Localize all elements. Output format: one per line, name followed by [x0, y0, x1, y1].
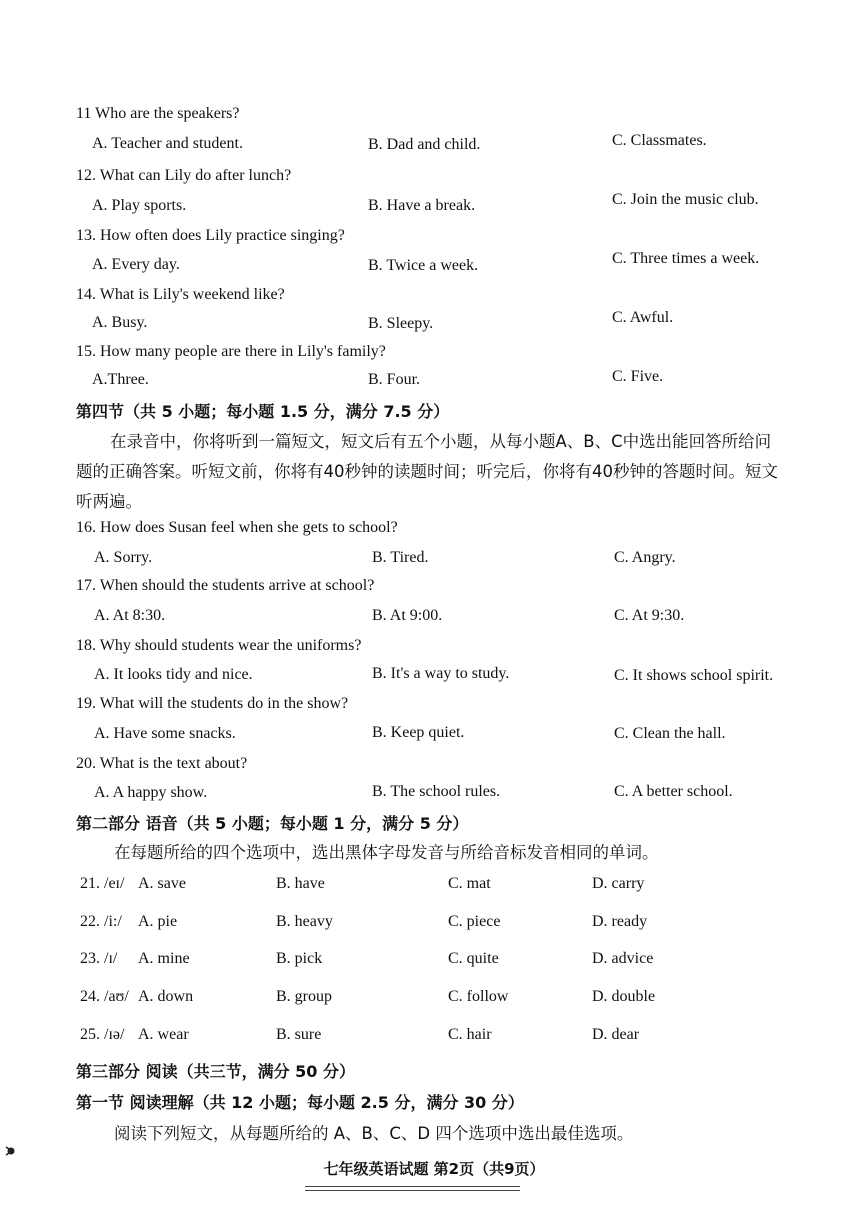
option-c: C. Awful. — [612, 309, 674, 326]
option-c: C. Five. — [612, 368, 664, 385]
option-a: A. Busy. — [92, 314, 148, 331]
option-c: C. hair — [448, 1026, 492, 1043]
option-b: B. pick — [276, 950, 323, 967]
part-heading: 第二部分 语音（共 5 小题；每小题 1 分，满分 5 分） — [76, 814, 469, 833]
option-a: A. wear — [138, 1026, 189, 1043]
instruction-line: 阅读下列短文，从每题所给的 A、B、C、D 四个选项中选出最佳选项。 — [114, 1124, 634, 1143]
question-stem: 13. How often does Lily practice singing? — [76, 227, 345, 244]
option-a: A. Sorry. — [94, 549, 153, 566]
option-b: B. Keep quiet. — [372, 724, 465, 741]
option-b: B. At 9:00. — [372, 607, 443, 624]
option-a: A. Play sports. — [92, 197, 187, 214]
footer-rule — [305, 1190, 520, 1191]
option-c: C. Join the music club. — [612, 191, 759, 208]
option-a: A. It looks tidy and nice. — [94, 666, 253, 683]
option-a: A. pie — [138, 913, 178, 930]
option-a: A. At 8:30. — [94, 607, 166, 624]
option-b: B. sure — [276, 1026, 322, 1043]
option-b: B. Have a break. — [368, 197, 476, 214]
option-d: D. ready — [592, 913, 648, 930]
option-a: A.Three. — [92, 371, 149, 388]
option-d: D. double — [592, 988, 656, 1005]
option-b: B. Twice a week. — [368, 257, 479, 274]
option-c: C. piece — [448, 913, 501, 930]
option-c: C. A better school. — [614, 783, 733, 800]
option-d: D. advice — [592, 950, 654, 967]
option-c: C. Clean the hall. — [614, 725, 726, 742]
question-stem: 16. How does Susan feel when she gets to school? — [76, 519, 398, 536]
option-a: A. mine — [138, 950, 190, 967]
option-d: D. dear — [592, 1026, 640, 1043]
instruction-line: 听两遍。 — [76, 492, 142, 511]
option-c: C. Classmates. — [612, 132, 707, 149]
option-b: B. Tired. — [372, 549, 429, 566]
option-b: B. It's a way to study. — [372, 665, 510, 682]
option-b: B. The school rules. — [372, 783, 501, 800]
instruction-line: 在录音中，你将听到一篇短文，短文后有五个小题，从每小题A、B、C中选出能回答所给问 — [110, 432, 772, 451]
option-c: C. At 9:30. — [614, 607, 685, 624]
footer-rule — [305, 1186, 520, 1187]
option-b: B. Dad and child. — [368, 136, 481, 153]
option-b: B. group — [276, 988, 332, 1005]
option-a: A. Every day. — [92, 256, 180, 273]
phonetic-number: 21. /eɪ/ — [80, 875, 125, 892]
option-c: C. Angry. — [614, 549, 676, 566]
option-b: B. heavy — [276, 913, 333, 930]
option-a: A. save — [138, 875, 186, 892]
option-a: A. Teacher and student. — [92, 135, 243, 152]
option-a: A. Have some snacks. — [94, 725, 236, 742]
question-stem: 11 Who are the speakers? — [76, 105, 240, 122]
question-stem: 15. How many people are there in Lily's family? — [76, 343, 386, 360]
instruction-line: 题的正确答案。听短文前，你将有40秒钟的读题时间；听完后，你将有40秒钟的答题时间。短文 — [76, 462, 778, 481]
option-a: A. down — [138, 988, 194, 1005]
question-stem: 19. What will the students do in the show? — [76, 695, 349, 712]
question-stem: 14. What is Lily's weekend like? — [76, 286, 285, 303]
part-heading: 第三部分 阅读（共三节，满分 50 分） — [76, 1062, 355, 1081]
question-stem: 20. What is the text about? — [76, 755, 248, 772]
option-b: B. Four. — [368, 371, 421, 388]
question-stem: 17. When should the students arrive at school? — [76, 577, 375, 594]
option-c: C. quite — [448, 950, 499, 967]
phonetic-number: 24. /aʊ/ — [80, 988, 129, 1005]
option-c: C. follow — [448, 988, 509, 1005]
option-b: B. have — [276, 875, 325, 892]
phonetic-number: 25. /ɪə/ — [80, 1026, 125, 1043]
section-heading: 第一节 阅读理解（共 12 小题；每小题 2.5 分，满分 30 分） — [76, 1093, 524, 1112]
question-stem: 18. Why should students wear the uniforms? — [76, 637, 362, 654]
option-b: B. Sleepy. — [368, 315, 434, 332]
page-footer: 七年级英语试题 第2页（共9页） — [323, 1160, 545, 1178]
option-c: C. mat — [448, 875, 491, 892]
phonetic-number: 22. /i:/ — [80, 913, 122, 930]
option-c: C. Three times a week. — [612, 250, 760, 267]
instruction-line: 在每题所给的四个选项中，选出黑体字母发音与所给音标发音相同的单词。 — [114, 843, 659, 862]
section-heading: 第四节（共 5 小题；每小题 1.5 分，满分 7.5 分） — [76, 402, 450, 421]
phonetic-number: 23. /ɪ/ — [80, 950, 118, 967]
option-a: A. A happy show. — [94, 784, 208, 801]
question-stem: 12. What can Lily do after lunch? — [76, 167, 292, 184]
option-d: D. carry — [592, 875, 645, 892]
option-c: C. It shows school spirit. — [614, 667, 774, 684]
